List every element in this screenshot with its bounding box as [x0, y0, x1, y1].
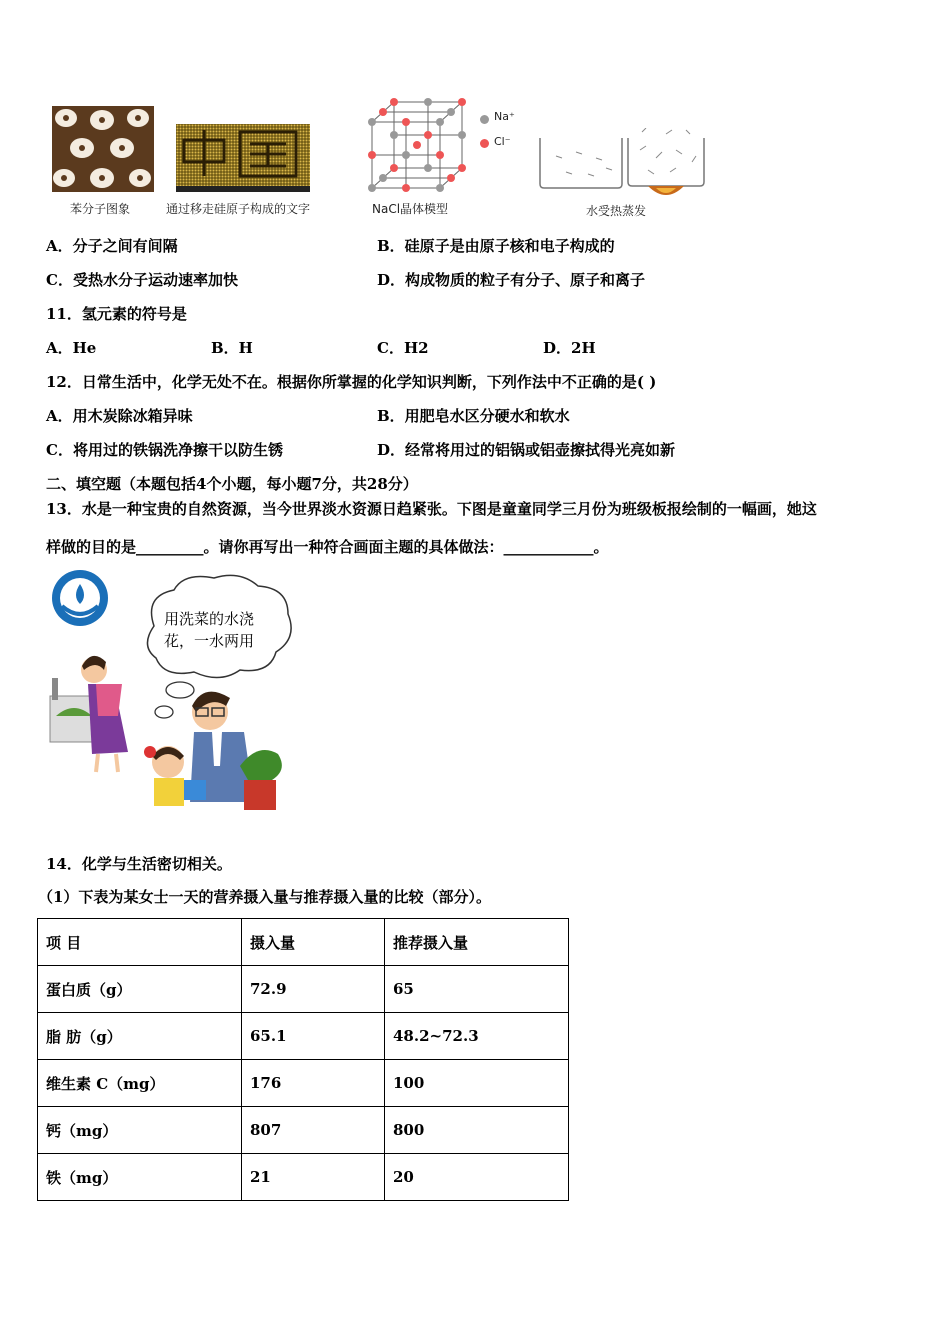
table-cell: 807: [242, 1107, 385, 1154]
water-evaporation-caption: 水受热蒸发: [586, 204, 647, 218]
table-row: [38, 966, 569, 1013]
q12-option-a: A．用木炭除冰箱异味: [46, 407, 193, 425]
section-2-heading: 二、填空题（本题包括4个小题，每小题7分，共28分）: [46, 475, 418, 493]
q12-option-b: B．用肥皂水区分硬水和软水: [377, 407, 570, 425]
table-cell: 65.1: [242, 1013, 385, 1060]
nutrition-table: [37, 918, 569, 1201]
benzene-caption: 苯分子图象: [70, 202, 131, 216]
na-legend-label: Na⁺: [494, 110, 515, 123]
q10-option-c: C．受热水分子运动速率加快: [46, 271, 238, 289]
q13-line-1: 13．水是一种宝贵的自然资源，当今世界淡水资源日趋紧张。下图是童童同学三月份为班级板报绘制的一幅画，她这: [46, 500, 817, 518]
table-header-cell: 项 目: [38, 919, 242, 966]
table-cell: 48.2~72.3: [385, 1013, 569, 1060]
table-cell: 蛋白质（g）: [38, 966, 242, 1013]
bubble-line-2: 花，一水两用: [164, 632, 255, 650]
q11-option-b: B．H: [211, 339, 253, 357]
bubble-line-1: 用洗菜的水浇: [164, 610, 255, 628]
water-saving-cartoon: [44, 566, 300, 816]
water-evaporation-image: [536, 128, 708, 200]
q12-option-d: D．经常将用过的铝锅或铝壶擦拭得光亮如新: [377, 441, 676, 459]
table-header-cell: 摄入量: [242, 919, 385, 966]
table-header-cell: 推荐摄入量: [385, 919, 569, 966]
q12-stem: 12．日常生活中，化学无处不在。根据你所掌握的化学知识判断，下列作法中不正确的是( ): [46, 373, 657, 391]
q11-option-c: C．H2: [377, 339, 429, 357]
table-cell: 800: [385, 1107, 569, 1154]
table-row: [38, 1013, 569, 1060]
table-cell: 176: [242, 1060, 385, 1107]
na-legend-dot: [480, 115, 489, 124]
q10-option-d: D．构成物质的粒子有分子、原子和离子: [377, 271, 646, 289]
table-cell: 72.9: [242, 966, 385, 1013]
table-cell: 钙（mg）: [38, 1107, 242, 1154]
table-cell: 21: [242, 1154, 385, 1201]
q14-subquestion-1: （1）下表为某女士一天的营养摄入量与推荐摄入量的比较（部分）。: [38, 888, 491, 906]
thought-bubble-text: [164, 608, 254, 652]
table-row: [38, 1107, 569, 1154]
q14-stem: 14．化学与生活密切相关。: [46, 855, 232, 873]
table-cell: 脂 肪（g）: [38, 1013, 242, 1060]
q12-option-c: C．将用过的铁锅洗净擦干以防生锈: [46, 441, 283, 459]
table-cell: 20: [385, 1154, 569, 1201]
cl-legend-label: Cl⁻: [494, 135, 511, 148]
nacl-crystal-image: [362, 98, 474, 194]
table-cell: 铁（mg）: [38, 1154, 242, 1201]
table-row: [38, 1154, 569, 1201]
silicon-text-image: [176, 124, 310, 192]
benzene-image: [52, 106, 154, 192]
cl-legend-dot: [480, 139, 489, 148]
q11-option-d: D．2H: [543, 339, 596, 357]
q10-option-a: A．分子之间有间隔: [46, 237, 178, 255]
table-row: [38, 1060, 569, 1107]
q11-option-a: A．He: [46, 339, 97, 357]
table-cell: 100: [385, 1060, 569, 1107]
q10-option-b: B．硅原子是由原子核和电子构成的: [377, 237, 615, 255]
silicon-caption: 通过移走硅原子构成的文字: [166, 202, 311, 216]
table-header-row: [38, 919, 569, 966]
nacl-caption: NaCl晶体模型: [372, 202, 449, 216]
q13-line-2: 样做的目的是_________。请你再写出一种符合画面主题的具体做法：____________。: [46, 538, 609, 556]
table-cell: 维生素 C（mg）: [38, 1060, 242, 1107]
q11-stem: 11．氢元素的符号是: [46, 305, 187, 323]
table-cell: 65: [385, 966, 569, 1013]
